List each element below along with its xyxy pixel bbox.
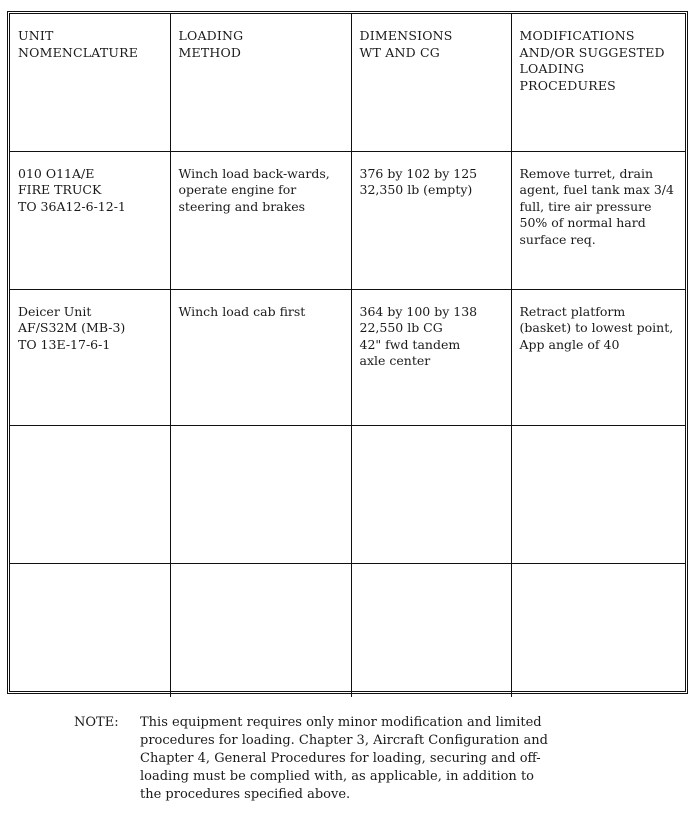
cell-modifications xyxy=(511,425,685,563)
cell-dimensions xyxy=(351,563,511,697)
cell-loading-method xyxy=(170,425,351,563)
cell-unit: 010 O11A/E FIRE TRUCK TO 36A12-6-12-1 xyxy=(10,151,170,289)
cell-unit: Deicer Unit AF/S32M (MB-3) TO 13E-17-6-1 xyxy=(10,289,170,425)
header-modifications: MODIFICATIONS AND/OR SUGGESTED LOADING PROCEDURES xyxy=(511,14,685,151)
cell-modifications: Remove turret, drain agent, fuel tank max 3/4 full, tire air pressure 50% of normal hard surface req. xyxy=(511,151,685,289)
table-row xyxy=(10,151,685,289)
table-row xyxy=(10,563,685,697)
cell-loading-method xyxy=(170,563,351,697)
cell-modifications xyxy=(511,563,685,697)
note-text: This equipment requires only minor modification and limited procedures for loading. Chapter 3, Aircraft Configuration and Chapter 4, General Procedures for loading, securing and off- loading must be complied with, as applicable, in addition to the procedures specified above. xyxy=(140,715,548,802)
cell-unit xyxy=(10,425,170,563)
cell-dimensions xyxy=(351,425,511,563)
table-header-row xyxy=(10,14,685,151)
cell-dimensions: 364 by 100 by 138 22,550 lb CG 42" fwd tandem axle center xyxy=(351,289,511,425)
note-label: NOTE: xyxy=(74,715,119,730)
cell-loading-method: Winch load back-wards, operate engine for steering and brakes xyxy=(170,151,351,289)
table-row xyxy=(10,289,685,425)
header-loading-method: LOADING METHOD xyxy=(170,14,351,151)
note-block xyxy=(74,714,594,804)
cell-modifications: Retract platform (basket) to lowest point, App angle of 40 xyxy=(511,289,685,425)
header-dimensions: DIMENSIONS WT AND CG xyxy=(351,14,511,151)
loading-procedures-table xyxy=(7,11,688,694)
cell-loading-method: Winch load cab first xyxy=(170,289,351,425)
table-row xyxy=(10,425,685,563)
cell-unit xyxy=(10,563,170,697)
header-unit-nomenclature: UNIT NOMENCLATURE xyxy=(10,14,170,151)
cell-dimensions: 376 by 102 by 125 32,350 lb (empty) xyxy=(351,151,511,289)
equipment-table xyxy=(10,14,685,697)
